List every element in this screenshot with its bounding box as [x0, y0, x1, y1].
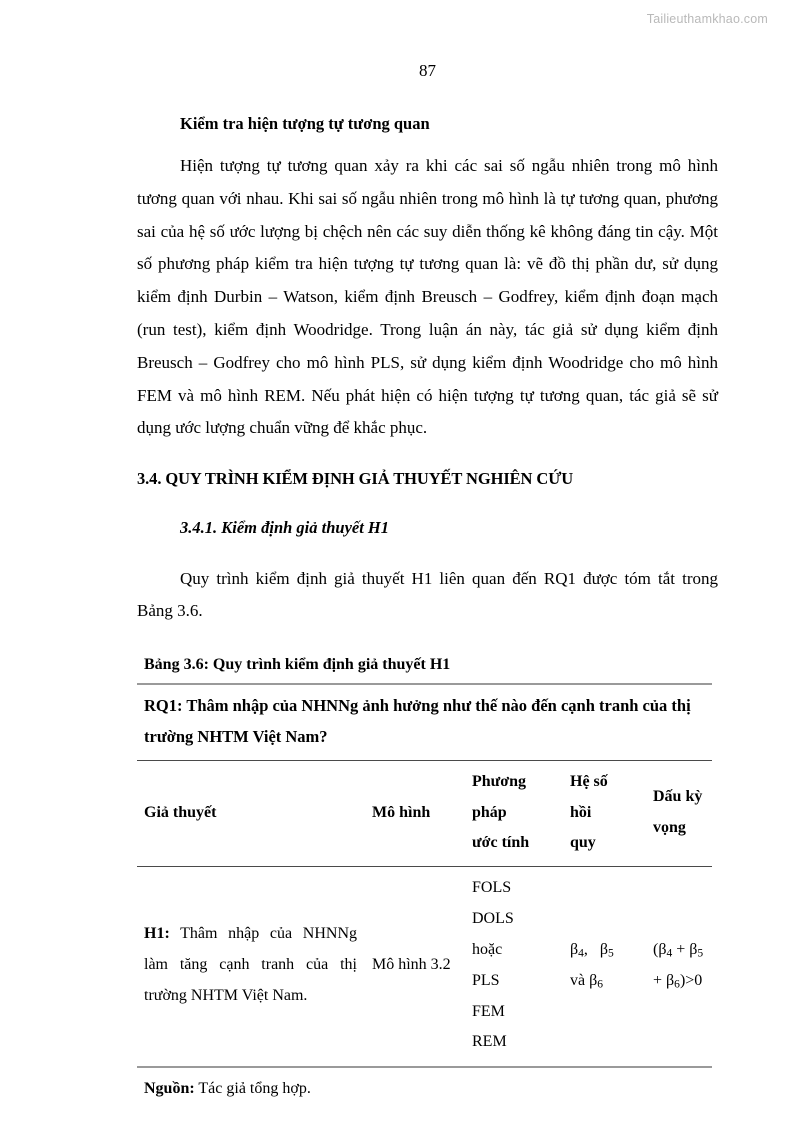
table-row [137, 867, 712, 1068]
column-header-coefficient-line-3: quy [570, 834, 596, 852]
watermark-text: Tailieuthamkhao.com [646, 12, 768, 26]
table-bottom-rule [137, 1067, 712, 1068]
method-line-2: DOLS [472, 909, 514, 927]
column-header-model: Mô hình [365, 760, 465, 866]
table-bottom-rule-row [137, 1067, 712, 1068]
column-header-expected-sign-line-1: Dấu kỳ [653, 788, 703, 806]
method-line-5: FEM [472, 1002, 505, 1020]
column-header-coefficient [563, 760, 646, 866]
expected-sign-line-2: + $\beta_6)>0$ [653, 971, 703, 991]
column-header-method [465, 760, 563, 866]
coefficient-line-2: và $\beta_6$ [570, 971, 604, 991]
table-source-note [144, 1077, 718, 1101]
cell-model: Mô hình 3.2 [365, 867, 465, 1068]
paragraph-autocorrelation: Hiện tượng tự tương quan xảy ra khi các sai số ngẫu nhiên trong mô hình tương quan với nhau. Khi sai số ngẫu nhiên trong mô hình là tự tương quan, phương sai của hệ số ước lượng bị chệch nên các suy diễn thống kê không đáng tin cậy. Một số phương pháp kiểm tra hiện tượng tự tương quan là: vẽ đồ thị phần dư, sử dụng kiểm định Durbin – Watson, kiểm định Breusch – Godfrey, kiểm định đoạn mạch (run test), kiểm định Woodridge. Trong luận án này, tác giả sử dụng kiểm định Breusch – Godfrey cho mô hình PLS, sử dụng kiểm định Woodridge cho mô hình FEM và mô hình REM. Nếu phát hiện có hiện tượng tự tương quan, tác giả sẽ sử dụng ước lượng chuẩn vững để khắc phục. [137, 155, 718, 438]
column-header-coefficient-line-1: Hệ số [570, 772, 608, 790]
method-line-4: PLS [472, 971, 500, 989]
method-line-6: REM [472, 1033, 507, 1051]
source-text: Tác giả tổng hợp. [194, 1080, 311, 1098]
hypothesis-text: Thâm nhập của NHNNg làm tăng cạnh tranh của thị trường NHTM Việt Nam. [144, 925, 357, 1005]
cell-coefficient [563, 867, 646, 1068]
research-question-cell: RQ1: Thâm nhập của NHNNg ảnh hưởng như thế nào đến cạnh tranh của thị trường NHTM Việt Nam? [137, 684, 712, 761]
heading-section-3-4: 3.4. QUY TRÌNH KIỂM ĐỊNH GIẢ THUYẾT NGHIÊN CỨU [137, 469, 574, 489]
hypothesis-label: H1: [144, 925, 170, 943]
heading-subsection-3-4-1: 3.4.1. Kiểm định giả thuyết H1 [180, 517, 390, 537]
cell-method [465, 867, 563, 1068]
table-row-research-question [137, 684, 712, 761]
column-header-hypothesis: Giả thuyết [137, 760, 365, 866]
method-line-3: hoặc [472, 940, 503, 958]
method-line-1: FOLS [472, 879, 512, 897]
column-header-method-line-2: pháp [472, 803, 507, 821]
column-header-coefficient-line-2: hồi [570, 803, 592, 821]
expected-sign-line-1: ($\beta_4 + \beta_5$ [653, 940, 704, 960]
page-content [137, 0, 718, 1101]
table-caption: Bảng 3.6: Quy trình kiểm định giả thuyết H1 [144, 656, 451, 674]
cell-hypothesis [137, 867, 365, 1068]
cell-expected-sign [646, 867, 712, 1068]
coefficient-line-1: $\beta_4$, $\beta_5$ [570, 940, 614, 960]
column-header-method-line-1: Phương [472, 772, 527, 790]
column-header-expected-sign [646, 760, 712, 866]
column-header-expected-sign-line-2: vọng [653, 819, 686, 836]
heading-autocorrelation: Kiểm tra hiện tượng tự tương quan [180, 114, 430, 133]
column-header-method-line-3: ước tính [472, 834, 530, 852]
table-header-row [137, 760, 712, 866]
page-number: 87 [419, 61, 436, 80]
source-label: Nguồn: [144, 1080, 195, 1098]
hypothesis-testing-table [137, 683, 712, 1069]
table-block-3-6 [137, 654, 718, 1101]
paragraph-h1-intro: Quy trình kiểm định giả thuyết H1 liên quan đến RQ1 được tóm tắt trong Bảng 3.6. [137, 568, 718, 621]
